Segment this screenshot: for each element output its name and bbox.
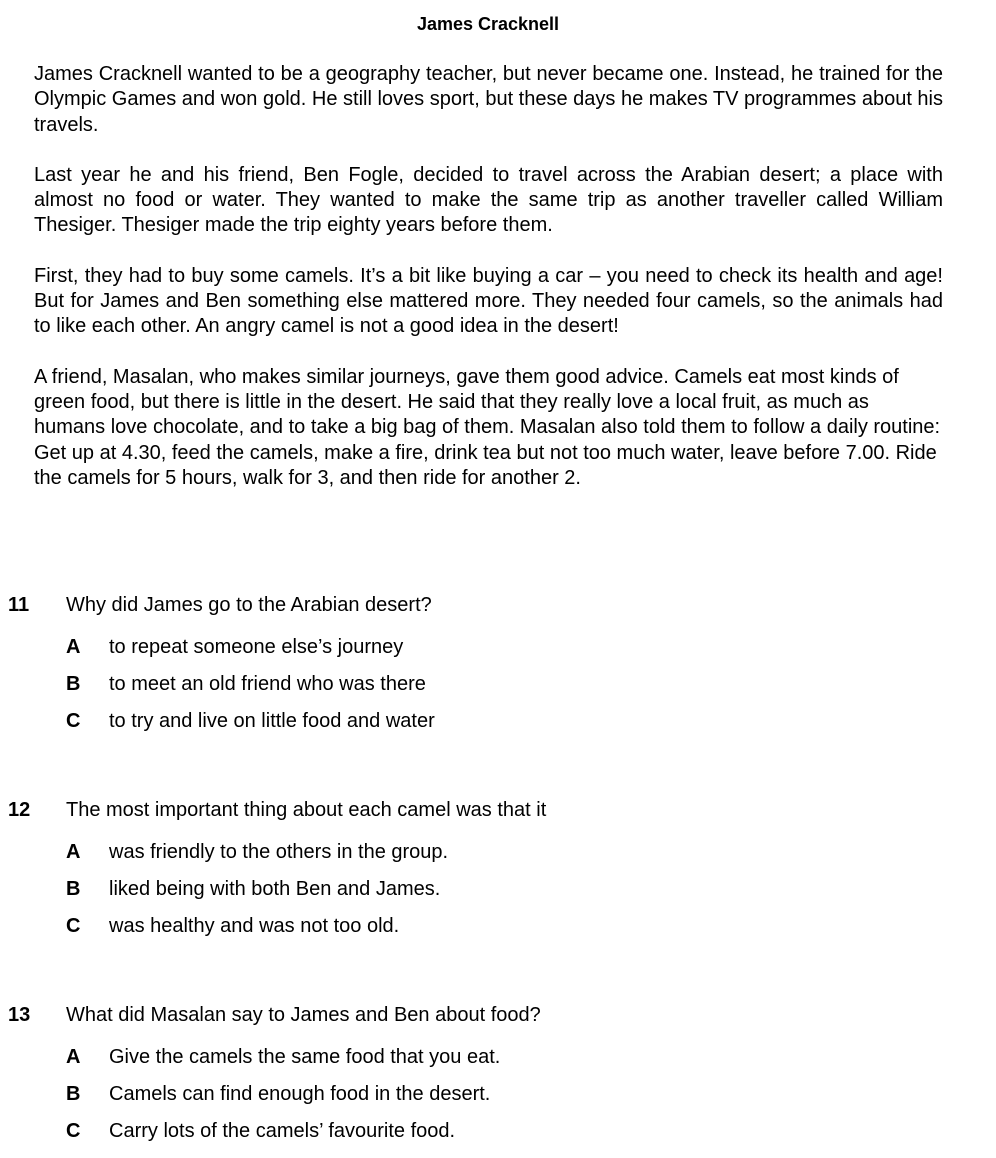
option-letter: A	[66, 841, 81, 863]
option-text: Carry lots of the camels’ favourite food.	[109, 1120, 456, 1142]
question-number: 11	[8, 594, 30, 616]
option-text: was friendly to the others in the group.	[109, 841, 449, 863]
option-text: to repeat someone else’s journey	[109, 636, 404, 658]
option-a[interactable]	[8, 633, 908, 670]
question-13	[8, 1001, 908, 1154]
option-text: to meet an old friend who was there	[109, 673, 426, 695]
question-stem	[8, 796, 908, 824]
passage-paragraph-3: First, they had to buy some camels. It’s a bit like buying a car – you need to check its health and age! But for James and Ben something else mattered more. They needed four camels, so the animals had to like each other. An angry camel is not a good idea in the desert!	[34, 264, 943, 338]
option-text: Camels can find enough food in the desert.	[109, 1083, 491, 1105]
option-letter: A	[66, 636, 81, 658]
passage-paragraph-2: Last year he and his friend, Ben Fogle, decided to travel across the Arabian desert; a place with almost no food or water. They wanted to make the same trip as another traveller called William Thesiger. Thesiger made the trip eighty years before them.	[34, 163, 943, 237]
option-a[interactable]	[8, 1043, 908, 1080]
option-letter: A	[66, 1046, 81, 1068]
option-letter: C	[66, 915, 81, 937]
answer-options	[8, 633, 908, 744]
question-number: 12	[8, 799, 31, 821]
option-letter: C	[66, 1120, 81, 1142]
option-text: Give the camels the same food that you eat.	[109, 1046, 501, 1068]
option-text: was healthy and was not too old.	[109, 915, 400, 937]
option-letter: B	[66, 673, 81, 695]
question-text: What did Masalan say to James and Ben about food?	[66, 1004, 541, 1026]
question-text: Why did James go to the Arabian desert?	[66, 594, 432, 616]
question-stem	[8, 591, 908, 619]
question-11	[8, 591, 908, 744]
question-text: The most important thing about each camel was that it	[66, 799, 547, 821]
question-12	[8, 796, 908, 949]
passage-paragraph-1: James Cracknell wanted to be a geography teacher, but never became one. Instead, he trained for the Olympic Games and won gold. He still loves sport, but these days he makes TV programmes about his travels.	[34, 63, 943, 136]
option-text: to try and live on little food and water	[109, 710, 435, 732]
option-text: liked being with both Ben and James.	[109, 878, 441, 900]
answer-options	[8, 1043, 908, 1154]
option-a[interactable]	[8, 838, 908, 875]
document-title: James Cracknell	[416, 14, 560, 34]
option-c[interactable]	[8, 1117, 908, 1154]
passage-paragraph-4: A friend, Masalan, who makes similar journeys, gave them good advice. Camels eat most kinds of green food, but there is little in the desert. He said that they really love a local fruit, as much as humans love chocolate, and to take a big bag of them. Masalan also told them to follow a daily routine: Get up at 4.30, feed the camels, make a fire, drink tea but not too much water, leave before 7.00. Ride the camels for 5 hours, walk for 3, and then ride for another 2.	[34, 365, 941, 489]
question-stem	[8, 1001, 908, 1029]
option-b[interactable]	[8, 670, 908, 707]
option-letter: B	[66, 878, 81, 900]
option-letter: B	[66, 1083, 81, 1105]
option-letter: C	[66, 710, 81, 732]
answer-options	[8, 838, 908, 949]
option-c[interactable]	[8, 912, 908, 949]
reading-passage	[34, 62, 943, 516]
option-b[interactable]	[8, 875, 908, 912]
option-b[interactable]	[8, 1080, 908, 1117]
option-c[interactable]	[8, 707, 908, 744]
question-number: 13	[8, 1004, 31, 1026]
